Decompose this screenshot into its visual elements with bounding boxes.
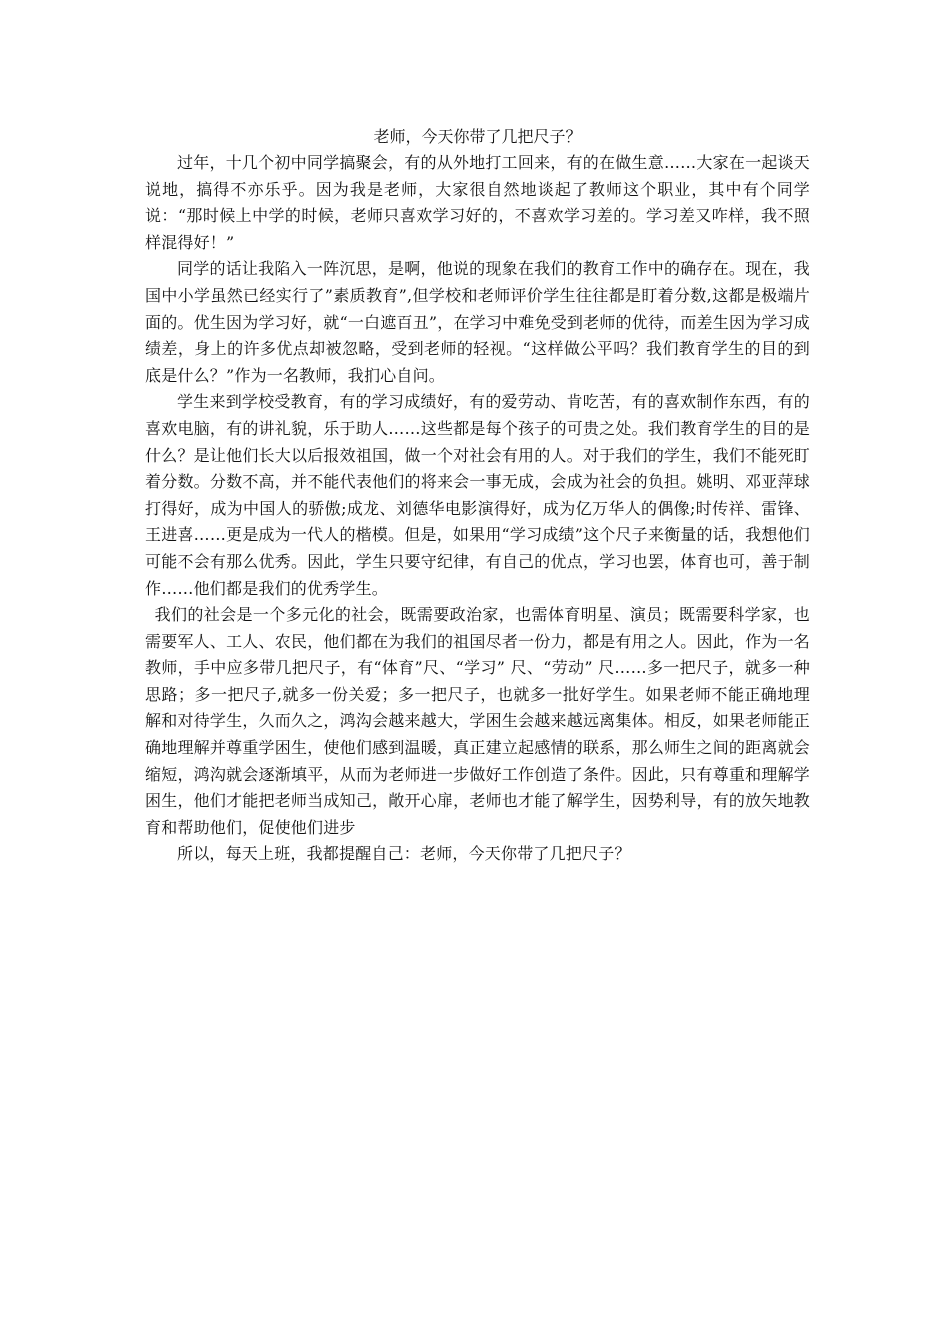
document-title: 老师，今天你带了几把尺子？ [373, 127, 582, 146]
paragraph-3: 学生来到学校受教育，有的学习成绩好，有的爱劳动、肯吃苦，有的喜欢制作东西，有的喜欢电脑，有的讲礼貌，乐于助人……这些都是每个孩子的可贵之处。我们教育学生的目的是什么？是让他们长大以后报效祖国，做一个对社会有用的人。对于我们的学生，我们不能死盯着分数。分数不高，并不能代表他们的将来会一事无成，会成为社会的负担。姚明、邓亚萍球打得好，成为中国人的骄傲;成龙、刘德华电影演得好，成为亿万华人的偶像;时传祥、雷锋、王进喜……更是成为一代人的楷模。但是，如果用“学习成绩”这个尺子来衡量的话，我想他们可能不会有那么优秀。因此，学生只要守纪律，有自己的优点，学习也罢，体育也可，善于制作……他们都是我们的优秀学生。 [145, 392, 810, 598]
paragraph-2: 同学的话让我陷入一阵沉思，是啊，他说的现象在我们的教育工作中的确存在。现在，我国中小学虽然已经实行了”素质教育”,但学校和老师评价学生往往都是盯着分数,这都是极端片面的。优生因为学习好，就“一白遮百丑”，在学习中难免受到老师的优待，而差生因为学习成绩差，身上的许多优点却被忽略，受到老师的轻视。“这样做公平吗？我们教育学生的目的到底是什么？”作为一名教师，我扪心自问。 [145, 259, 810, 385]
paragraph-1: 过年，十几个初中同学搞聚会，有的从外地打工回来，有的在做生意……大家在一起谈天说地，搞得不亦乐乎。因为我是老师，大家很自然地谈起了教师这个职业，其中有个同学说：“那时候上中学的时候，老师只喜欢学习好的，不喜欢学习差的。学习差又咋样，我不照样混得好！” [145, 153, 810, 252]
paragraph-5: 所以，每天上班，我都提醒自己：老师，今天你带了几把尺子？ [177, 844, 631, 864]
document-body [145, 124, 810, 868]
paragraph-4: 我们的社会是一个多元化的社会，既需要政治家，也需体育明星、演员；既需要科学家，也需要军人、工人、农民，他们都在为我们的祖国尽者一份力，都是有用之人。因此，作为一名教师，手中应多带几把尺子，有“体育”尺、“学习” 尺、“劳动” 尺……多一把尺子，就多一种思路；多一把尺子,就多一份关爱；多一把尺子，也就多一批好学生。如果老师不能正确地理解和对待学生，久而久之，鸿沟会越来越大，学困生会越来越远离集体。相反，如果老师能正确地理解并尊重学困生，使他们感到温暖，真正建立起感情的联系，那么师生之间的距离就会缩短，鸿沟就会逐渐填平，从而为老师进一步做好工作创造了条件。因此，只有尊重和理解学困生，他们才能把老师当成知己，敞开心扉，老师也才能了解学生，因势利导，有的放矢地教育和帮助他们，促使他们进步 [145, 605, 810, 837]
